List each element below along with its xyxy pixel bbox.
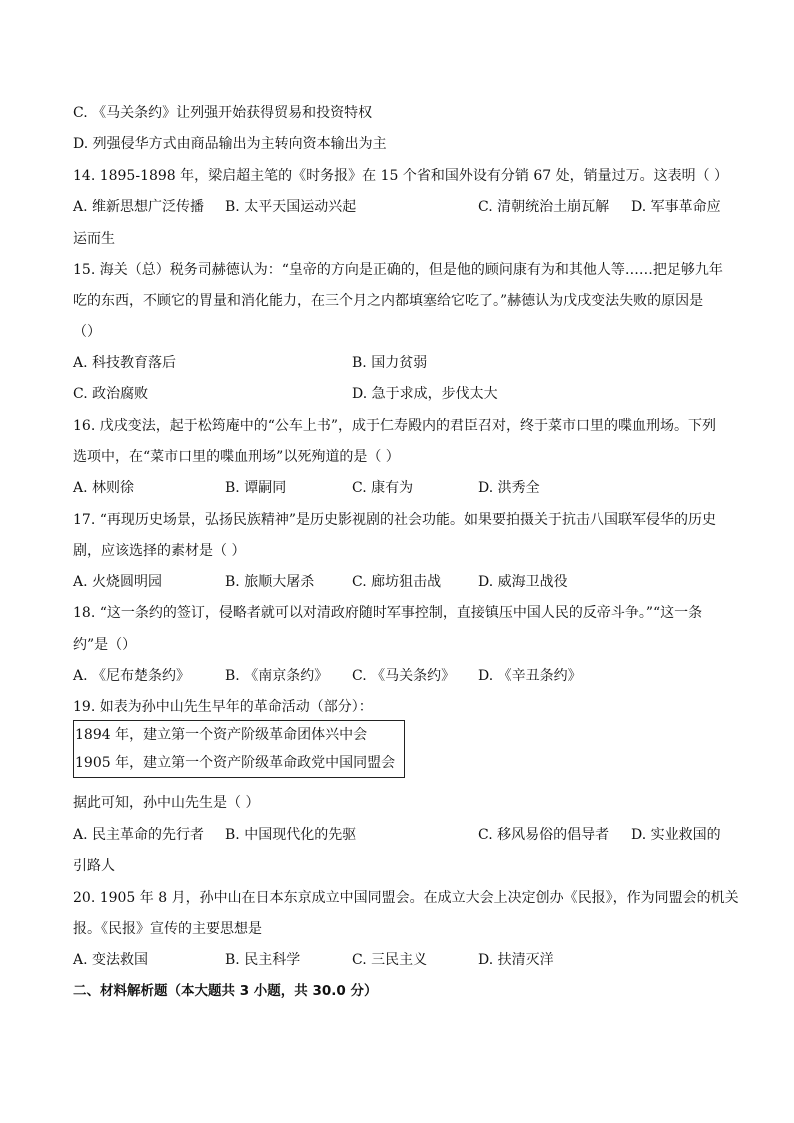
q18-option-b: B. 《南京条约》 [225, 668, 329, 684]
q17-stem-line1: 17. “再现历史场景，弘扬民族精神”是历史影视剧的社会功能。如果要拍摄关于抗击八国联军侵华的历史 [73, 512, 717, 528]
q15-option-a: A. 科技教育落后 [73, 355, 177, 371]
q18-stem-line2: 约”是（） [73, 637, 137, 653]
q14-option-c: C. 清朝统治土崩瓦解 [478, 199, 610, 215]
table-cell: 1905 年，建立第一个资产阶级革命政党中国同盟会 [75, 755, 396, 771]
q16-stem-line2: 选项中，在“菜市口里的喋血刑场”以死殉道的是（ ） [73, 449, 400, 465]
q15-stem-line3: （） [73, 324, 101, 340]
q14-option-d: D. 军事革命应 [631, 199, 721, 215]
q17-option-a: A. 火烧圆明园 [73, 574, 163, 590]
q18-option-c: C. 《马关条约》 [352, 668, 456, 684]
q14-stem: 14. 1895-1898 年，梁启超主笔的《时务报》在 15 个省和国外设有分销 67 处，销量过万。这表明（ ） [73, 168, 729, 184]
q17-option-d: D. 威海卫战役 [478, 574, 568, 590]
q17-option-c: C. 廊坊狙击战 [352, 574, 442, 590]
q17-stem-line2: 剧，应该选择的素材是（ ） [73, 543, 246, 559]
table-row [74, 749, 405, 778]
q18-option-a: A. 《尼布楚条约》 [73, 668, 191, 684]
q19-option-d-wrap: 引路人 [73, 858, 115, 874]
q16-option-b: B. 谭嗣同 [225, 480, 287, 496]
q15-stem-line1: 15. 海关（总）税务司赫德认为：“皇帝的方向是正确的，但是他的顾问康有为和其他人等……把足够九年 [73, 262, 723, 278]
q16-stem-line1: 16. 戊戌变法，起于松筠庵中的“公车上书”，成于仁寿殿内的君臣召对，终于菜市口里的喋血刑场。下列 [73, 418, 717, 434]
q18-option-d: D. 《辛丑条约》 [478, 668, 582, 684]
q20-stem-line1: 20. 1905 年 8 月，孙中山在日本东京成立中国同盟会。在成立大会上决定创办《民报》，作为同盟会的机关 [73, 890, 739, 906]
q13-option-c: C. 《马关条约》让列强开始获得贸易和投资特权 [73, 105, 373, 121]
q15-stem-line2: 吃的东西，不顾它的胃量和消化能力，在三个月之内都填塞给它吃了。”赫德认为戊戌变法失败的原因是 [73, 293, 704, 309]
q16-option-d: D. 洪秀全 [478, 480, 540, 496]
table-cell: 1894 年，建立第一个资产阶级革命团体兴中会 [75, 727, 368, 743]
q18-stem-line1: 18. “这一条约的签订，侵略者就可以对清政府随时军事控制，直接镇压中国人民的反帝斗争。”“这一条 [73, 605, 703, 621]
q19-activities-table [73, 720, 405, 778]
q16-option-a: A. 林则徐 [73, 480, 135, 496]
q14-option-d-wrap: 运而生 [73, 231, 115, 247]
table-row [74, 721, 405, 750]
q15-option-d: D. 急于求成，步伐太大 [352, 386, 498, 402]
q15-option-c: C. 政治腐败 [73, 386, 149, 402]
q17-option-b: B. 旅顺大屠杀 [225, 574, 315, 590]
q19-option-d: D. 实业救国的 [631, 827, 721, 843]
q19-option-b: B. 中国现代化的先驱 [225, 827, 357, 843]
section-heading: 二、材料解析题（本大题共 3 小题，共 30.0 分） [73, 983, 378, 999]
q15-option-b: B. 国力贫弱 [352, 355, 428, 371]
q19-option-a: A. 民主革命的先行者 [73, 827, 205, 843]
q20-option-b: B. 民主科学 [225, 952, 301, 968]
q14-option-a: A. 维新思想广泛传播 [73, 199, 205, 215]
q20-option-d: D. 扶清灭洋 [478, 952, 554, 968]
q20-option-c: C. 三民主义 [352, 952, 428, 968]
q19-stem: 19. 如表为孙中山先生早年的革命活动（部分）： [73, 699, 373, 715]
q16-option-c: C. 康有为 [352, 480, 414, 496]
q14-option-b: B. 太平天国运动兴起 [225, 199, 357, 215]
q19-question: 据此可知，孙中山先生是（ ） [73, 795, 260, 811]
q13-option-d: D. 列强侵华方式由商品输出为主转向资本输出为主 [73, 136, 387, 152]
q19-option-c: C. 移风易俗的倡导者 [478, 827, 610, 843]
q20-option-a: A. 变法救国 [73, 952, 149, 968]
q20-stem-line2: 报。《民报》宣传的主要思想是 [73, 921, 262, 937]
